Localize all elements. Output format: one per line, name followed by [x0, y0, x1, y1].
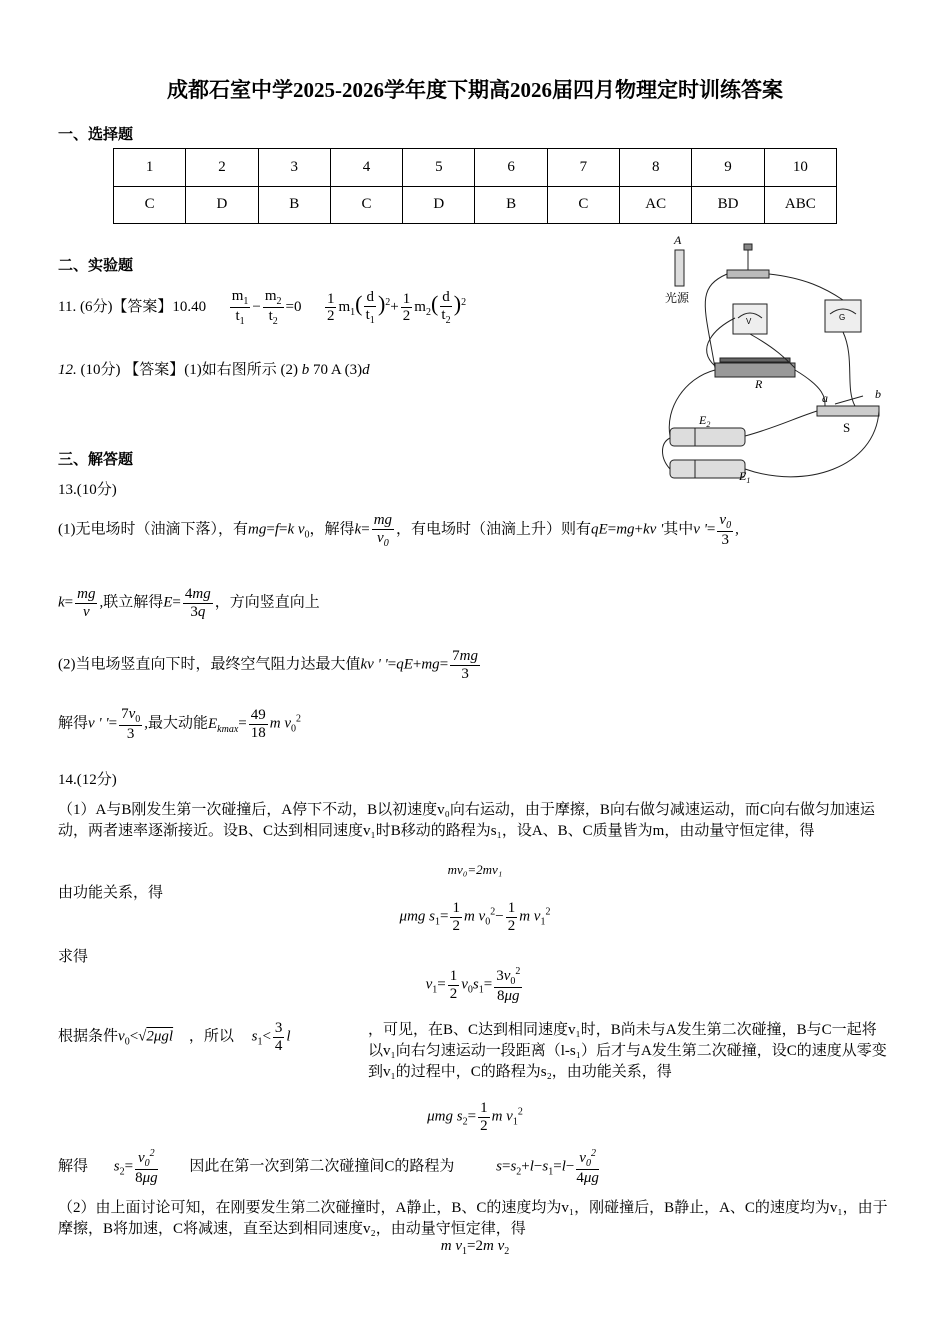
label-g: G	[839, 313, 846, 322]
section-heading-experiment: 二、实验题	[58, 258, 134, 274]
q14-text-result: 求得	[58, 949, 89, 965]
q11-answer: 11. (6分)【答案】10.40 $\frac{m_1}{t_1}$ − $\frac{m_2}{t_2}$ =0 $\frac{1}{2}$ $m_1$( $\frac{d}{t_1}$ )$^2$+ $\frac{1}{2}$ $m_2$( $\frac{d}{t_2}$ )$^2$	[58, 288, 467, 327]
fraction: $\frac{7mg}{3}$	[452, 648, 478, 682]
q14-head: 14.(12分)	[58, 772, 117, 788]
section-heading-solutions: 三、解答题	[58, 452, 134, 468]
fraction: $\frac{1}{2}$	[326, 290, 335, 324]
table-cell: 7	[547, 149, 619, 187]
q12-d: d	[362, 362, 370, 378]
table-cell: 8	[620, 149, 692, 187]
switch-base	[817, 406, 879, 416]
label-r: R	[755, 377, 763, 391]
q13-part1-line: (1)无电场时（油滴下落），有mg=f=k $v_0$，解得k= $\frac{mg}{v_0}$ ，有电场时（油滴上升）则有qE=mg+kv '其中v '= $\frac{v_0}{3}$ ,	[58, 512, 739, 549]
answer-table	[113, 148, 837, 224]
battery-e2	[670, 428, 745, 446]
q14-equation-s2: μmg $s_2=$ $\frac{1}{2}$ m $v_1^2$	[427, 1100, 523, 1134]
table-cell: ABC	[764, 186, 836, 224]
table-row-answers	[114, 186, 837, 224]
table-cell: 2	[186, 149, 258, 187]
table-cell: D	[186, 186, 258, 224]
table-cell: B	[258, 186, 330, 224]
q14-equation-v2: m $v_1=2m$ $v_2$	[440, 1238, 510, 1257]
fraction: $\frac{m_2}{t_2}$	[264, 288, 282, 327]
q13-text: 其中	[663, 521, 694, 538]
q14-equation-momentum: mv₀=2mv₁	[447, 862, 503, 877]
q14-paragraph-1: （1）A与B刚发生第一次碰撞后，A停下不动，B以初速度v₀向右运动，由于摩擦，B向右做匀减速运动，而C向右做匀加速运动，两者速率逐渐接近。设B、C达到相同速度v₁时B移动的路程为s₁，设A、B、C质量皆为m，由动量守恒定律，得	[58, 802, 875, 839]
label-v: V	[746, 317, 752, 326]
q14-text: 解得	[58, 1158, 89, 1175]
q13-text: (1)无电场时（油滴下落），有	[58, 521, 248, 538]
fraction: $\frac{mg}{v}$	[77, 586, 96, 620]
q14-text: ，所以	[188, 1028, 234, 1045]
label-a-light: A	[674, 233, 682, 247]
q12-body: (10分) 【答案】(1)如右图所示 (2)	[80, 362, 302, 378]
q13-text: ,联立解得	[99, 594, 164, 611]
fraction: $\frac{d}{t_1}$	[365, 289, 375, 326]
q14-paragraph-3: （2）由上面讨论可知，在刚要发生第二次碰撞时，A静止，B、C的速度均为v₁，刚碰撞后，B静止，A、C的速度均为v₁，由于摩擦，B将加速，C将减速，直至达到相同速度v₂，由动量守恒定律，得	[58, 1200, 888, 1237]
page-title: 成都石室中学2025-2026学年度下期高2026届四月物理定时训练答案	[167, 78, 783, 102]
label-switch-b: b	[875, 387, 881, 401]
q12-b: b	[301, 362, 310, 378]
q13-text: ，有电场时（油滴上升）则有	[396, 521, 592, 538]
fraction: $\frac{d}{t_2}$	[441, 289, 451, 326]
q14-result-line: 解得 $s_2=$ $\frac{v_0^2}{8\mu g}$ 因此在第一次到第二次碰撞间C的路程为 $s=s_2+l-s_1=l-$ $\frac{v_0^2}{4\mu g}$	[58, 1148, 599, 1186]
q14-paragraph-2: ，可见，在B、C达到相同速度v₁时，B尚未与A发生第二次碰撞，B与C一起将以v₁向右匀速运动一段距离（l-s₁）后才与A发生第二次碰撞，设C的速度从零变到v₁的过程中，C的路程为s₂，由功能关系，得	[368, 1022, 887, 1080]
q13-text: ,最大动能	[144, 715, 208, 732]
q14-equation-energy: μmg $s_1=$ $\frac{1}{2}$ m $v_0^2-$ $\frac{1}{2}$ m $v_1^2$	[399, 900, 551, 934]
table-cell: C	[114, 186, 186, 224]
label-e1: $E_1$	[739, 469, 751, 485]
fraction: $\frac{4mg}{3q}$	[184, 586, 211, 620]
battery-e1	[670, 460, 745, 478]
table-cell: C	[330, 186, 402, 224]
fraction: $\frac{m_1}{t_1}$	[231, 288, 249, 327]
q14-equation-v1: $v_1=$ $\frac{1}{2}$ $v_0s_1=$ $\frac{3v_0^2}{8\mu g}$	[425, 966, 521, 1004]
q13-text: ，方向竖直向上	[214, 594, 320, 611]
circuit-diagram	[655, 228, 895, 490]
table-cell: 1	[114, 149, 186, 187]
top-stand	[727, 270, 769, 278]
fraction: $\frac{49}{18}$	[250, 707, 266, 741]
q13-part2-result: 解得v ' '= $\frac{7v_0}{3}$ ,最大动能$E_{kmax}=$ $\frac{49}{18}$ m $v_0^2$	[58, 706, 301, 742]
label-s: S	[843, 420, 851, 435]
q13-text: (2)当电场竖直向下时，最终空气阻力达最大值	[58, 656, 361, 673]
light-source-tube	[675, 250, 684, 286]
q13-text: ，解得	[309, 521, 355, 538]
fraction: $\frac{1}{2}$	[402, 290, 411, 324]
rheostat-body	[715, 363, 795, 377]
table-cell: BD	[692, 186, 764, 224]
q12-mid: 70 A (3)	[309, 362, 363, 378]
q14-text: 因此在第一次到第二次碰撞间C的路程为	[189, 1158, 455, 1175]
table-cell: B	[475, 186, 547, 224]
q13-text: 解得	[58, 715, 89, 732]
section-heading-choice: 一、选择题	[58, 127, 134, 143]
q13-head: 13.(10分)	[58, 482, 117, 498]
q13-part1-result: k= $\frac{mg}{v}$ ,联立解得E= $\frac{4mg}{3q}$ ，方向竖直向上	[58, 586, 320, 620]
table-cell: 5	[403, 149, 475, 187]
q12-answer	[58, 358, 370, 379]
q13-part2-line: (2)当电场竖直向下时，最终空气阻力达最大值kv ' '=qE+mg= $\frac{7mg}{3}$	[58, 648, 478, 682]
label-switch-a: a	[822, 391, 828, 405]
label-e2: $E_2$	[699, 413, 711, 429]
q14-text: 根据条件	[58, 1028, 119, 1045]
table-row-numbers	[114, 149, 837, 187]
table-cell: 6	[475, 149, 547, 187]
table-cell: 3	[258, 149, 330, 187]
table-cell: AC	[620, 186, 692, 224]
fraction: $\frac{7v_0}{3}$	[121, 706, 141, 742]
q11-head: 11. (6分)【答案】10.40	[58, 298, 207, 315]
table-cell: C	[547, 186, 619, 224]
table-cell: 9	[692, 149, 764, 187]
table-cell: D	[403, 186, 475, 224]
q14-condition-line: 根据条件$v_0<√2\mu gl$ ，所以 $s_1<$ $\frac{3}{4}$ l	[58, 1020, 291, 1054]
table-cell: 10	[764, 149, 836, 187]
q14-text-energy: 由功能关系，得	[58, 885, 164, 901]
label-light-source: 光源	[665, 291, 690, 305]
fraction: $\frac{mg}{v_0}$	[373, 512, 393, 549]
q12-head: 12.	[58, 362, 77, 378]
fraction: $\frac{v_0}{3}$	[719, 512, 732, 548]
table-cell: 4	[330, 149, 402, 187]
